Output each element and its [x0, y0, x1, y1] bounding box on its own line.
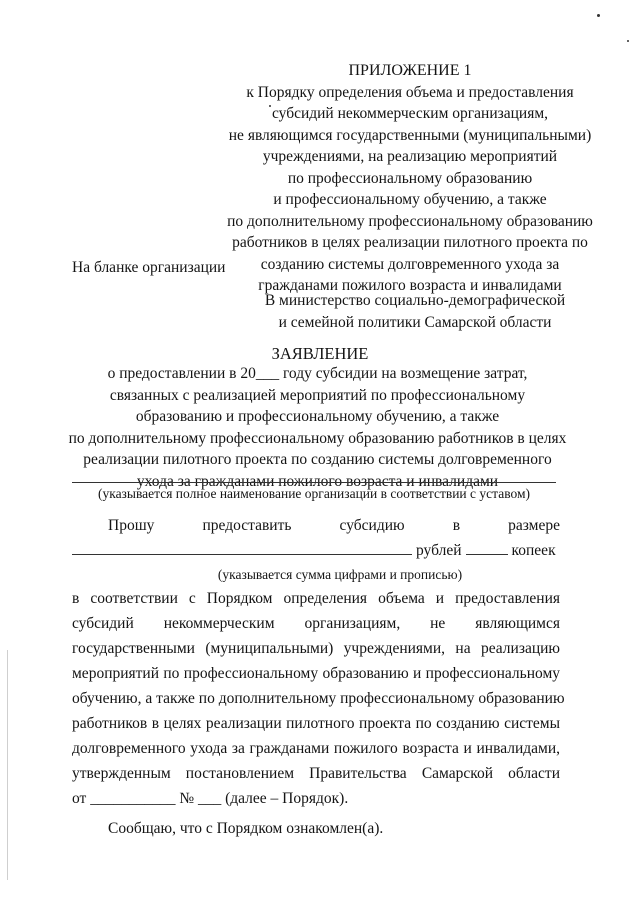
statement-subject [40, 363, 595, 492]
request-word: Прошу [108, 517, 155, 534]
statement-line: о предоставлении в 20___ году субсидии на возмещение затрат, [107, 365, 528, 382]
request-word: предоставить [202, 517, 292, 534]
request-word: в [452, 517, 461, 534]
scan-speck [627, 40, 629, 42]
statement-line: связанных с реализацией мероприятий по профессиональному [109, 386, 526, 404]
request-word: размере [508, 517, 560, 534]
recipient-line: В министерство социально-демографической [264, 292, 566, 309]
appendix-line: созданию системы долговременного ухода за [260, 255, 560, 273]
body-line: работников в целях реализации пилотного проекта по созданию системы [72, 715, 560, 732]
appendix-line: гражданами пожилого возраста и инвалидами [258, 277, 562, 294]
appendix-line: и профессиональному обучению, а также [273, 191, 547, 208]
org-name-hint: (указывается полное наименование организации в соответствии с уставом) [97, 486, 531, 501]
statement-line: образованию и профессиональному обучению, а также [135, 408, 500, 425]
statement-title: ЗАЯВЛЕНИЕ [271, 344, 369, 363]
appendix-header [220, 60, 600, 297]
rubles-blank[interactable] [72, 540, 412, 555]
request-line [108, 515, 560, 537]
statement-line: реализации пилотного проекта по созданию системы долговременного [83, 451, 552, 468]
body-line: в соответствии с Порядком определения объема и предоставления [72, 590, 560, 607]
kopecks-blank[interactable] [466, 540, 508, 555]
scan-speck [597, 14, 600, 17]
acknowledgement: Сообщаю, что с Порядком ознакомлен(а). [108, 820, 384, 837]
letterhead-note: На бланке организации [72, 259, 226, 276]
sum-hint: (указывается сумма цифрами и прописью) [217, 567, 463, 582]
body-last-line: от ___________ № ___ (далее – Порядок). [72, 790, 349, 807]
statement-line: по дополнительному профессиональному образованию работников в целях [68, 429, 567, 447]
scan-edge-line [7, 650, 8, 880]
appendix-line: по дополнительному профессиональному образованию [227, 212, 593, 230]
body-line: обучению, а также по дополнительному профессиональному образованию [72, 690, 565, 707]
appendix-line: не являющимся государственными (муниципальными) [228, 126, 592, 144]
body-line: государственными (муниципальными) учреждениями, на реализацию [72, 640, 560, 657]
sum-line [72, 540, 558, 562]
body-line: утвержденным постановлением Правительства Самарской области [72, 765, 560, 782]
rubles-label: рублей [416, 542, 462, 559]
appendix-line: работников в целях реализации пилотного проекта по [232, 234, 588, 251]
body-line: мероприятий по профессиональному образованию и профессиональному [72, 665, 560, 682]
appendix-line: по профессиональному образованию [287, 169, 533, 187]
appendix-line: к Порядку определения объема и предоставления [246, 83, 574, 101]
kopecks-label: копеек [511, 542, 556, 559]
body-line: субсидий некоммерческим организациям, не являющимся [72, 615, 560, 632]
body-line: долговременного ухода за гражданами пожилого возраста и инвалидами, [72, 740, 560, 757]
appendix-title: ПРИЛОЖЕНИЕ 1 [348, 62, 472, 79]
recipient-block [250, 290, 580, 333]
appendix-line: субсидий некоммерческим организациям, [271, 105, 549, 122]
recipient-line: и семейной политики Самарской области [278, 313, 552, 331]
request-word: субсидию [339, 517, 405, 534]
statement-line: ухода за гражданами пожилого возраста и инвалидами [136, 472, 499, 490]
appendix-line: учреждениями, на реализацию мероприятий [262, 148, 558, 165]
